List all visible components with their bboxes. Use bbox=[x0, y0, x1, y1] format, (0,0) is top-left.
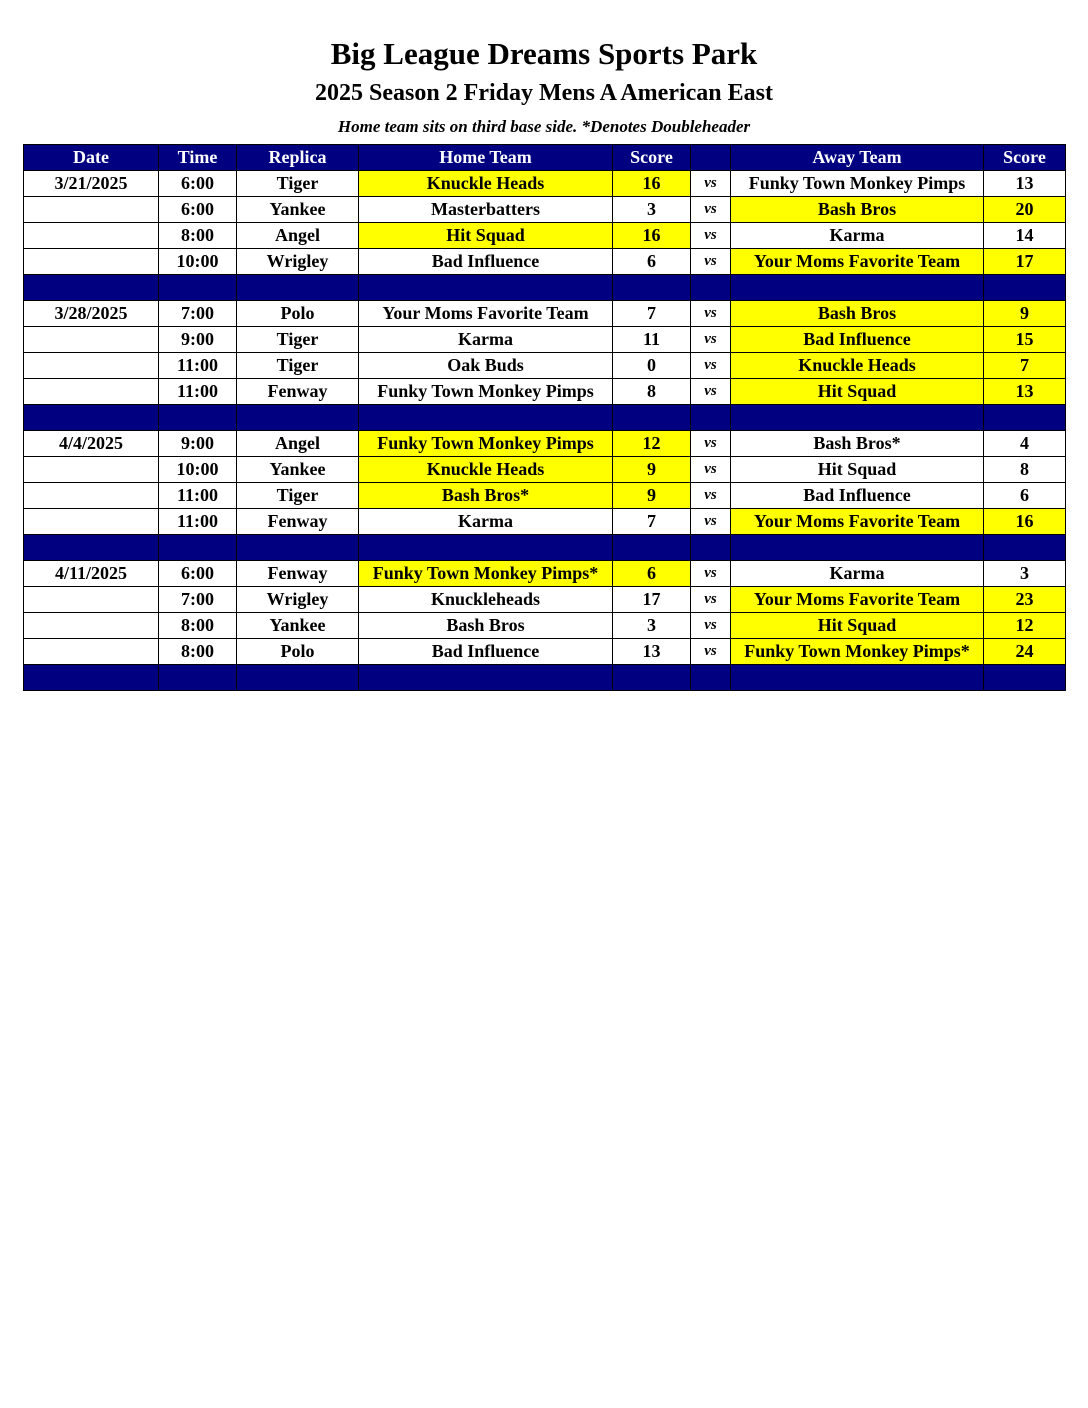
page-subtitle: 2025 Season 2 Friday Mens A American East bbox=[314, 80, 773, 106]
replica-cell: Wrigley bbox=[237, 249, 359, 275]
away-team-cell: Bash Bros* bbox=[731, 431, 984, 457]
vs-cell: vs bbox=[691, 613, 731, 639]
separator-cell bbox=[984, 405, 1066, 431]
home-team-cell: Bad Influence bbox=[359, 639, 613, 665]
home-team-cell: Knuckle Heads bbox=[359, 171, 613, 197]
away-score-cell: 4 bbox=[984, 431, 1066, 457]
time-cell: 11:00 bbox=[159, 379, 237, 405]
vs-cell: vs bbox=[691, 431, 731, 457]
time-cell: 11:00 bbox=[159, 483, 237, 509]
page-title: Big League Dreams Sports Park bbox=[330, 36, 758, 71]
table-row bbox=[24, 509, 1066, 535]
table-row bbox=[24, 223, 1066, 249]
home-score-cell: 3 bbox=[613, 613, 691, 639]
date-cell: 3/21/2025 bbox=[24, 171, 159, 197]
replica-cell: Polo bbox=[237, 301, 359, 327]
time-cell: 8:00 bbox=[159, 613, 237, 639]
table-row bbox=[24, 379, 1066, 405]
vs-cell: vs bbox=[691, 639, 731, 665]
away-score-cell: 7 bbox=[984, 353, 1066, 379]
replica-cell: Fenway bbox=[237, 509, 359, 535]
table-row bbox=[24, 613, 1066, 639]
replica-cell: Yankee bbox=[237, 613, 359, 639]
home-team-cell: Hit Squad bbox=[359, 223, 613, 249]
table-row bbox=[24, 327, 1066, 353]
group-separator-row bbox=[24, 405, 1066, 431]
home-score-cell: 0 bbox=[613, 353, 691, 379]
away-score-cell: 3 bbox=[984, 561, 1066, 587]
date-cell: 4/11/2025 bbox=[24, 561, 159, 587]
separator-cell bbox=[691, 405, 731, 431]
separator-cell bbox=[984, 535, 1066, 561]
separator-cell bbox=[159, 275, 237, 301]
separator-cell bbox=[984, 665, 1066, 691]
home-score-cell: 17 bbox=[613, 587, 691, 613]
home-team-cell: Bad Influence bbox=[359, 249, 613, 275]
away-team-cell: Bad Influence bbox=[731, 327, 984, 353]
vs-cell: vs bbox=[691, 223, 731, 249]
time-cell: 10:00 bbox=[159, 249, 237, 275]
header-away-score: Score bbox=[984, 145, 1066, 171]
away-team-cell: Your Moms Favorite Team bbox=[731, 587, 984, 613]
separator-cell bbox=[359, 665, 613, 691]
home-score-cell: 8 bbox=[613, 379, 691, 405]
schedule-table bbox=[23, 144, 1066, 691]
header-vs bbox=[691, 145, 731, 171]
away-team-cell: Karma bbox=[731, 561, 984, 587]
time-cell: 9:00 bbox=[159, 431, 237, 457]
home-score-cell: 6 bbox=[613, 249, 691, 275]
separator-cell bbox=[613, 275, 691, 301]
home-score-cell: 3 bbox=[613, 197, 691, 223]
home-team-cell: Karma bbox=[359, 509, 613, 535]
home-team-cell: Masterbatters bbox=[359, 197, 613, 223]
time-cell: 9:00 bbox=[159, 327, 237, 353]
home-team-cell: Oak Buds bbox=[359, 353, 613, 379]
separator-cell bbox=[159, 405, 237, 431]
replica-cell: Fenway bbox=[237, 379, 359, 405]
away-score-cell: 24 bbox=[984, 639, 1066, 665]
table-header-row bbox=[24, 145, 1066, 171]
date-cell bbox=[24, 509, 159, 535]
home-team-cell: Bash Bros* bbox=[359, 483, 613, 509]
home-team-cell: Knuckle Heads bbox=[359, 457, 613, 483]
away-team-cell: Karma bbox=[731, 223, 984, 249]
date-cell bbox=[24, 613, 159, 639]
separator-cell bbox=[691, 275, 731, 301]
separator-cell bbox=[24, 535, 159, 561]
away-score-cell: 9 bbox=[984, 301, 1066, 327]
table-row bbox=[24, 483, 1066, 509]
away-score-cell: 13 bbox=[984, 379, 1066, 405]
away-score-cell: 15 bbox=[984, 327, 1066, 353]
vs-cell: vs bbox=[691, 249, 731, 275]
vs-cell: vs bbox=[691, 353, 731, 379]
group-separator-row bbox=[24, 275, 1066, 301]
replica-cell: Tiger bbox=[237, 483, 359, 509]
separator-cell bbox=[237, 665, 359, 691]
away-team-cell: Hit Squad bbox=[731, 379, 984, 405]
away-score-cell: 8 bbox=[984, 457, 1066, 483]
separator-cell bbox=[984, 275, 1066, 301]
replica-cell: Angel bbox=[237, 431, 359, 457]
header-time: Time bbox=[159, 145, 237, 171]
doubleheader-note: Home team sits on third base side. *Denotes Doubleheader bbox=[337, 117, 751, 136]
replica-cell: Tiger bbox=[237, 353, 359, 379]
home-team-cell: Funky Town Monkey Pimps bbox=[359, 379, 613, 405]
replica-cell: Tiger bbox=[237, 171, 359, 197]
separator-cell bbox=[359, 405, 613, 431]
date-cell: 3/28/2025 bbox=[24, 301, 159, 327]
home-score-cell: 13 bbox=[613, 639, 691, 665]
away-score-cell: 12 bbox=[984, 613, 1066, 639]
away-team-cell: Bad Influence bbox=[731, 483, 984, 509]
away-score-cell: 16 bbox=[984, 509, 1066, 535]
away-score-cell: 23 bbox=[984, 587, 1066, 613]
away-team-cell: Funky Town Monkey Pimps* bbox=[731, 639, 984, 665]
date-cell bbox=[24, 639, 159, 665]
home-score-cell: 7 bbox=[613, 301, 691, 327]
separator-cell bbox=[159, 535, 237, 561]
home-team-cell: Funky Town Monkey Pimps bbox=[359, 431, 613, 457]
separator-cell bbox=[359, 535, 613, 561]
away-score-cell: 6 bbox=[984, 483, 1066, 509]
replica-cell: Angel bbox=[237, 223, 359, 249]
home-score-cell: 16 bbox=[613, 171, 691, 197]
table-row bbox=[24, 457, 1066, 483]
date-cell: 4/4/2025 bbox=[24, 431, 159, 457]
separator-cell bbox=[731, 665, 984, 691]
vs-cell: vs bbox=[691, 509, 731, 535]
separator-cell bbox=[691, 535, 731, 561]
separator-cell bbox=[731, 275, 984, 301]
replica-cell: Yankee bbox=[237, 197, 359, 223]
header-home-score: Score bbox=[613, 145, 691, 171]
time-cell: 10:00 bbox=[159, 457, 237, 483]
time-cell: 6:00 bbox=[159, 197, 237, 223]
replica-cell: Polo bbox=[237, 639, 359, 665]
separator-cell bbox=[359, 275, 613, 301]
away-team-cell: Knuckle Heads bbox=[731, 353, 984, 379]
home-score-cell: 9 bbox=[613, 483, 691, 509]
separator-cell bbox=[613, 405, 691, 431]
date-cell bbox=[24, 327, 159, 353]
table-row bbox=[24, 301, 1066, 327]
away-team-cell: Hit Squad bbox=[731, 457, 984, 483]
home-team-cell: Knuckleheads bbox=[359, 587, 613, 613]
table-row bbox=[24, 171, 1066, 197]
home-team-cell: Funky Town Monkey Pimps* bbox=[359, 561, 613, 587]
away-team-cell: Your Moms Favorite Team bbox=[731, 509, 984, 535]
separator-cell bbox=[731, 405, 984, 431]
table-row bbox=[24, 197, 1066, 223]
home-team-cell: Bash Bros bbox=[359, 613, 613, 639]
table-row bbox=[24, 431, 1066, 457]
separator-cell bbox=[24, 405, 159, 431]
separator-cell bbox=[237, 405, 359, 431]
vs-cell: vs bbox=[691, 457, 731, 483]
home-score-cell: 16 bbox=[613, 223, 691, 249]
home-score-cell: 7 bbox=[613, 509, 691, 535]
home-score-cell: 11 bbox=[613, 327, 691, 353]
time-cell: 11:00 bbox=[159, 509, 237, 535]
separator-cell bbox=[237, 275, 359, 301]
vs-cell: vs bbox=[691, 327, 731, 353]
home-score-cell: 9 bbox=[613, 457, 691, 483]
table-row bbox=[24, 587, 1066, 613]
time-cell: 6:00 bbox=[159, 561, 237, 587]
home-team-cell: Your Moms Favorite Team bbox=[359, 301, 613, 327]
home-score-cell: 6 bbox=[613, 561, 691, 587]
group-separator-row bbox=[24, 535, 1066, 561]
replica-cell: Tiger bbox=[237, 327, 359, 353]
date-cell bbox=[24, 379, 159, 405]
separator-cell bbox=[691, 665, 731, 691]
vs-cell: vs bbox=[691, 171, 731, 197]
replica-cell: Yankee bbox=[237, 457, 359, 483]
time-cell: 8:00 bbox=[159, 223, 237, 249]
vs-cell: vs bbox=[691, 561, 731, 587]
group-separator-row bbox=[24, 665, 1066, 691]
table-row bbox=[24, 561, 1066, 587]
away-team-cell: Bash Bros bbox=[731, 197, 984, 223]
vs-cell: vs bbox=[691, 301, 731, 327]
date-cell bbox=[24, 223, 159, 249]
header-home-team: Home Team bbox=[359, 145, 613, 171]
home-score-cell: 12 bbox=[613, 431, 691, 457]
vs-cell: vs bbox=[691, 587, 731, 613]
separator-cell bbox=[237, 535, 359, 561]
separator-cell bbox=[24, 275, 159, 301]
date-cell bbox=[24, 483, 159, 509]
vs-cell: vs bbox=[691, 483, 731, 509]
separator-cell bbox=[159, 665, 237, 691]
away-team-cell: Bash Bros bbox=[731, 301, 984, 327]
away-score-cell: 13 bbox=[984, 171, 1066, 197]
date-cell bbox=[24, 197, 159, 223]
away-score-cell: 14 bbox=[984, 223, 1066, 249]
time-cell: 11:00 bbox=[159, 353, 237, 379]
date-cell bbox=[24, 587, 159, 613]
date-cell bbox=[24, 457, 159, 483]
vs-cell: vs bbox=[691, 197, 731, 223]
separator-cell bbox=[731, 535, 984, 561]
date-cell bbox=[24, 353, 159, 379]
away-team-cell: Hit Squad bbox=[731, 613, 984, 639]
home-team-cell: Karma bbox=[359, 327, 613, 353]
table-row bbox=[24, 353, 1066, 379]
time-cell: 7:00 bbox=[159, 587, 237, 613]
away-score-cell: 17 bbox=[984, 249, 1066, 275]
away-team-cell: Funky Town Monkey Pimps bbox=[731, 171, 984, 197]
schedule-body bbox=[24, 171, 1066, 691]
vs-cell: vs bbox=[691, 379, 731, 405]
time-cell: 7:00 bbox=[159, 301, 237, 327]
header-replica: Replica bbox=[237, 145, 359, 171]
separator-cell bbox=[24, 665, 159, 691]
header-date: Date bbox=[24, 145, 159, 171]
table-row bbox=[24, 249, 1066, 275]
separator-cell bbox=[613, 535, 691, 561]
replica-cell: Wrigley bbox=[237, 587, 359, 613]
separator-cell bbox=[613, 665, 691, 691]
replica-cell: Fenway bbox=[237, 561, 359, 587]
time-cell: 8:00 bbox=[159, 639, 237, 665]
time-cell: 6:00 bbox=[159, 171, 237, 197]
date-cell bbox=[24, 249, 159, 275]
away-team-cell: Your Moms Favorite Team bbox=[731, 249, 984, 275]
away-score-cell: 20 bbox=[984, 197, 1066, 223]
table-row bbox=[24, 639, 1066, 665]
header-away-team: Away Team bbox=[731, 145, 984, 171]
